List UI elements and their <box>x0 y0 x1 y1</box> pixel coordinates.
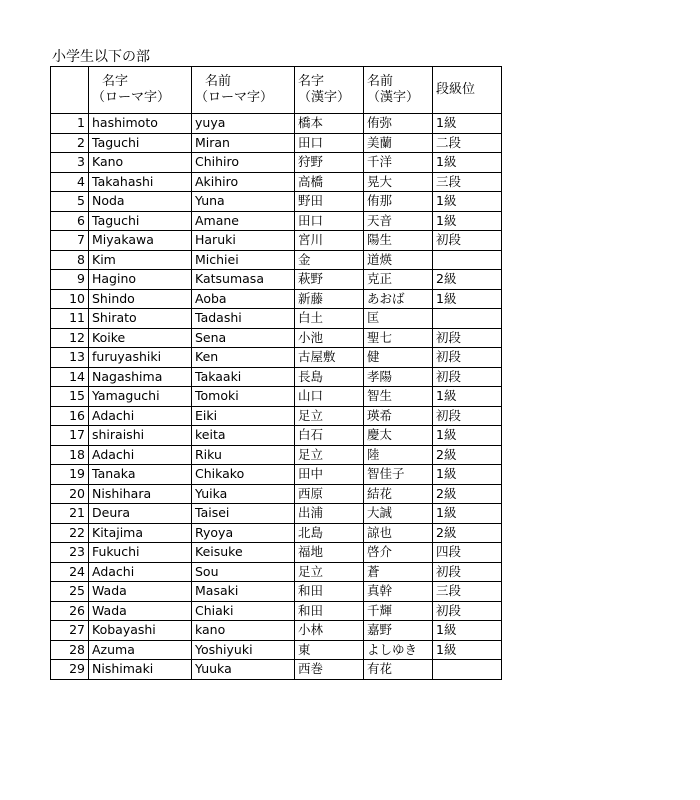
cell-given-romaji[interactable]: Riku <box>192 445 295 465</box>
cell-family-kanji[interactable]: 萩野 <box>295 270 364 290</box>
cell-given-kanji[interactable]: 克正 <box>364 270 433 290</box>
roster-header <box>51 67 502 114</box>
cell-family-romaji[interactable]: Nishihara <box>89 484 192 504</box>
cell-rank[interactable]: 1級 <box>433 153 502 173</box>
table-row <box>51 445 502 465</box>
cell-number[interactable]: 28 <box>51 640 89 660</box>
cell-given-romaji[interactable]: kano <box>192 621 295 641</box>
cell-rank[interactable]: 初段 <box>433 367 502 387</box>
roster-body <box>51 114 502 680</box>
table-row <box>51 211 502 231</box>
cell-number[interactable]: 16 <box>51 406 89 426</box>
cell-rank[interactable]: 初段 <box>433 406 502 426</box>
header-row <box>51 67 502 114</box>
cell-rank[interactable]: 二段 <box>433 133 502 153</box>
cell-number[interactable]: 3 <box>51 153 89 173</box>
cell-rank[interactable]: 1級 <box>433 504 502 524</box>
cell-given-kanji[interactable]: 蒼 <box>364 562 433 582</box>
cell-given-romaji[interactable]: Michiei <box>192 250 295 270</box>
cell-given-kanji[interactable]: 侑弥 <box>364 114 433 134</box>
cell-rank[interactable]: 三段 <box>433 172 502 192</box>
cell-number[interactable]: 17 <box>51 426 89 446</box>
cell-rank[interactable]: 1級 <box>433 114 502 134</box>
cell-family-romaji[interactable]: Taguchi <box>89 211 192 231</box>
cell-rank[interactable]: 1級 <box>433 289 502 309</box>
table-row <box>51 231 502 251</box>
cell-given-kanji[interactable]: 慶太 <box>364 426 433 446</box>
cell-given-kanji[interactable]: 匡 <box>364 309 433 329</box>
cell-rank[interactable]: 初段 <box>433 328 502 348</box>
cell-family-kanji[interactable]: 白土 <box>295 309 364 329</box>
cell-given-romaji[interactable]: Ken <box>192 348 295 368</box>
cell-rank[interactable] <box>433 250 502 270</box>
cell-number[interactable]: 27 <box>51 621 89 641</box>
cell-family-kanji[interactable]: 田口 <box>295 211 364 231</box>
cell-given-romaji[interactable]: Chihiro <box>192 153 295 173</box>
cell-family-kanji[interactable]: 金 <box>295 250 364 270</box>
cell-given-kanji[interactable]: 千洋 <box>364 153 433 173</box>
cell-number[interactable]: 23 <box>51 543 89 563</box>
table-row <box>51 426 502 446</box>
cell-rank[interactable]: 1級 <box>433 621 502 641</box>
header-given-kanji-sub: （漢字） <box>367 90 420 105</box>
table-row <box>51 250 502 270</box>
cell-given-romaji[interactable]: Chikako <box>192 465 295 485</box>
cell-given-romaji[interactable]: Taisei <box>192 504 295 524</box>
table-row <box>51 387 502 407</box>
cell-given-romaji[interactable]: Amane <box>192 211 295 231</box>
table-row <box>51 465 502 485</box>
cell-rank[interactable]: 1級 <box>433 426 502 446</box>
cell-family-romaji[interactable]: hashimoto <box>89 114 192 134</box>
table-row <box>51 153 502 173</box>
cell-number[interactable]: 26 <box>51 601 89 621</box>
cell-family-romaji[interactable]: Nishimaki <box>89 660 192 680</box>
cell-family-romaji[interactable]: Hagino <box>89 270 192 290</box>
cell-given-kanji[interactable]: 陽生 <box>364 231 433 251</box>
cell-rank[interactable]: 初段 <box>433 601 502 621</box>
cell-given-romaji[interactable]: Sou <box>192 562 295 582</box>
cell-rank[interactable]: 2級 <box>433 484 502 504</box>
cell-given-kanji[interactable]: 陸 <box>364 445 433 465</box>
cell-given-romaji[interactable]: keita <box>192 426 295 446</box>
cell-number[interactable]: 10 <box>51 289 89 309</box>
cell-given-romaji[interactable]: Keisuke <box>192 543 295 563</box>
cell-given-romaji[interactable]: Miran <box>192 133 295 153</box>
cell-rank[interactable]: 1級 <box>433 211 502 231</box>
header-rank-label: 段級位 <box>436 82 476 97</box>
cell-family-romaji[interactable]: Fukuchi <box>89 543 192 563</box>
cell-given-kanji[interactable]: よしゆき <box>364 640 433 660</box>
cell-given-romaji[interactable]: Aoba <box>192 289 295 309</box>
cell-given-kanji[interactable]: 晃大 <box>364 172 433 192</box>
cell-given-kanji[interactable]: 聖七 <box>364 328 433 348</box>
cell-rank[interactable]: 1級 <box>433 387 502 407</box>
cell-rank[interactable]: 初段 <box>433 231 502 251</box>
cell-given-romaji[interactable]: Yuika <box>192 484 295 504</box>
cell-rank[interactable]: 初段 <box>433 348 502 368</box>
cell-rank[interactable]: 2級 <box>433 445 502 465</box>
cell-given-kanji[interactable]: 智佳子 <box>364 465 433 485</box>
cell-family-kanji[interactable]: 足立 <box>295 445 364 465</box>
cell-given-romaji[interactable]: Yuna <box>192 192 295 212</box>
cell-family-kanji[interactable]: 白石 <box>295 426 364 446</box>
cell-family-kanji[interactable]: 宮川 <box>295 231 364 251</box>
cell-family-romaji[interactable]: Nagashima <box>89 367 192 387</box>
cell-family-romaji[interactable]: Kim <box>89 250 192 270</box>
cell-family-kanji[interactable]: 新藤 <box>295 289 364 309</box>
cell-number[interactable]: 18 <box>51 445 89 465</box>
cell-family-romaji[interactable]: Yamaguchi <box>89 387 192 407</box>
cell-rank[interactable]: 2級 <box>433 270 502 290</box>
cell-number[interactable]: 12 <box>51 328 89 348</box>
cell-family-kanji[interactable]: 和田 <box>295 582 364 602</box>
cell-given-romaji[interactable]: Chiaki <box>192 601 295 621</box>
cell-given-romaji[interactable]: Tomoki <box>192 387 295 407</box>
table-row <box>51 660 502 680</box>
cell-family-kanji[interactable]: 古屋敷 <box>295 348 364 368</box>
header-family-kanji-sub: （漢字） <box>298 90 351 105</box>
cell-family-kanji[interactable]: 西巻 <box>295 660 364 680</box>
cell-given-kanji[interactable]: 結花 <box>364 484 433 504</box>
header-family-romaji[interactable] <box>89 67 192 114</box>
cell-family-romaji[interactable]: furuyashiki <box>89 348 192 368</box>
cell-given-kanji[interactable]: 真幹 <box>364 582 433 602</box>
cell-given-romaji[interactable]: Yoshiyuki <box>192 640 295 660</box>
cell-family-kanji[interactable]: 出浦 <box>295 504 364 524</box>
table-row <box>51 504 502 524</box>
header-family-kanji[interactable] <box>295 67 364 114</box>
cell-number[interactable]: 5 <box>51 192 89 212</box>
cell-family-romaji[interactable]: Miyakawa <box>89 231 192 251</box>
cell-family-romaji[interactable]: Tanaka <box>89 465 192 485</box>
cell-given-kanji[interactable]: 天音 <box>364 211 433 231</box>
table-row <box>51 348 502 368</box>
cell-given-romaji[interactable]: Masaki <box>192 582 295 602</box>
cell-number[interactable]: 21 <box>51 504 89 524</box>
cell-number[interactable]: 29 <box>51 660 89 680</box>
header-given-kanji-label: 名前 <box>367 74 394 89</box>
cell-number[interactable]: 20 <box>51 484 89 504</box>
cell-family-kanji[interactable]: 田中 <box>295 465 364 485</box>
table-row <box>51 640 502 660</box>
cell-number[interactable]: 13 <box>51 348 89 368</box>
table-row <box>51 133 502 153</box>
header-family-romaji-sub: （ローマ字） <box>92 90 171 105</box>
cell-family-kanji[interactable]: 足立 <box>295 406 364 426</box>
cell-family-romaji[interactable]: Shindo <box>89 289 192 309</box>
cell-given-romaji[interactable]: Eiki <box>192 406 295 426</box>
sheet-title: 小学生以下の部 <box>52 49 150 65</box>
cell-given-kanji[interactable]: 健 <box>364 348 433 368</box>
cell-rank[interactable]: 1級 <box>433 465 502 485</box>
cell-family-romaji[interactable]: Taguchi <box>89 133 192 153</box>
cell-given-romaji[interactable]: Sena <box>192 328 295 348</box>
cell-number[interactable]: 7 <box>51 231 89 251</box>
cell-given-romaji[interactable]: Tadashi <box>192 309 295 329</box>
cell-given-kanji[interactable]: 孝陽 <box>364 367 433 387</box>
cell-number[interactable]: 1 <box>51 114 89 134</box>
cell-given-romaji[interactable]: Takaaki <box>192 367 295 387</box>
table-row <box>51 543 502 563</box>
cell-given-romaji[interactable]: Akihiro <box>192 172 295 192</box>
table-row <box>51 562 502 582</box>
header-rank[interactable] <box>433 67 502 114</box>
cell-number[interactable]: 2 <box>51 133 89 153</box>
cell-family-kanji[interactable]: 野田 <box>295 192 364 212</box>
cell-family-romaji[interactable]: Wada <box>89 582 192 602</box>
cell-family-kanji[interactable]: 山口 <box>295 387 364 407</box>
cell-rank[interactable]: 2級 <box>433 523 502 543</box>
cell-family-kanji[interactable]: 田口 <box>295 133 364 153</box>
header-family-romaji-label: 名字 <box>102 74 129 89</box>
cell-family-romaji[interactable]: Kobayashi <box>89 621 192 641</box>
cell-given-kanji[interactable]: 大誠 <box>364 504 433 524</box>
table-row <box>51 289 502 309</box>
cell-family-romaji[interactable]: Shirato <box>89 309 192 329</box>
cell-family-kanji[interactable]: 高橋 <box>295 172 364 192</box>
cell-rank[interactable] <box>433 309 502 329</box>
table-row <box>51 621 502 641</box>
cell-family-romaji[interactable]: Kano <box>89 153 192 173</box>
cell-number[interactable]: 15 <box>51 387 89 407</box>
cell-number[interactable]: 19 <box>51 465 89 485</box>
cell-family-romaji[interactable]: Azuma <box>89 640 192 660</box>
cell-number[interactable]: 25 <box>51 582 89 602</box>
table-row <box>51 172 502 192</box>
cell-family-kanji[interactable]: 橋本 <box>295 114 364 134</box>
cell-given-romaji[interactable]: Haruki <box>192 231 295 251</box>
cell-family-kanji[interactable]: 西原 <box>295 484 364 504</box>
cell-family-romaji[interactable]: Wada <box>89 601 192 621</box>
cell-given-kanji[interactable]: 諒也 <box>364 523 433 543</box>
cell-family-romaji[interactable]: shiraishi <box>89 426 192 446</box>
table-row <box>51 309 502 329</box>
cell-given-kanji[interactable]: 道煐 <box>364 250 433 270</box>
cell-family-kanji[interactable]: 長島 <box>295 367 364 387</box>
cell-family-kanji[interactable]: 狩野 <box>295 153 364 173</box>
cell-family-kanji[interactable]: 東 <box>295 640 364 660</box>
cell-given-kanji[interactable]: 瑛希 <box>364 406 433 426</box>
table-row <box>51 328 502 348</box>
cell-given-kanji[interactable]: 嘉野 <box>364 621 433 641</box>
header-given-romaji-label: 名前 <box>205 74 232 89</box>
cell-given-kanji[interactable]: 啓介 <box>364 543 433 563</box>
header-given-kanji[interactable] <box>364 67 433 114</box>
cell-given-kanji[interactable]: 智生 <box>364 387 433 407</box>
cell-family-kanji[interactable]: 和田 <box>295 601 364 621</box>
table-row <box>51 367 502 387</box>
cell-family-romaji[interactable]: Deura <box>89 504 192 524</box>
cell-family-romaji[interactable]: Adachi <box>89 406 192 426</box>
cell-family-kanji[interactable]: 福地 <box>295 543 364 563</box>
cell-family-kanji[interactable]: 足立 <box>295 562 364 582</box>
cell-given-kanji[interactable]: あおば <box>364 289 433 309</box>
cell-rank[interactable]: 1級 <box>433 640 502 660</box>
table-row <box>51 114 502 134</box>
table-row <box>51 406 502 426</box>
cell-number[interactable]: 6 <box>51 211 89 231</box>
header-family-kanji-label: 名字 <box>298 74 325 89</box>
cell-family-romaji[interactable]: Takahashi <box>89 172 192 192</box>
table-row <box>51 523 502 543</box>
cell-family-romaji[interactable]: Adachi <box>89 562 192 582</box>
cell-family-romaji[interactable]: Koike <box>89 328 192 348</box>
cell-given-romaji[interactable]: Ryoya <box>192 523 295 543</box>
cell-number[interactable]: 9 <box>51 270 89 290</box>
cell-given-romaji[interactable]: Katsumasa <box>192 270 295 290</box>
cell-number[interactable]: 24 <box>51 562 89 582</box>
cell-given-romaji[interactable]: Yuuka <box>192 660 295 680</box>
table-row <box>51 484 502 504</box>
cell-given-romaji[interactable]: yuya <box>192 114 295 134</box>
table-row <box>51 192 502 212</box>
cell-family-kanji[interactable]: 小林 <box>295 621 364 641</box>
cell-rank[interactable]: 初段 <box>433 562 502 582</box>
cell-rank[interactable]: 1級 <box>433 192 502 212</box>
cell-given-kanji[interactable]: 侑那 <box>364 192 433 212</box>
cell-given-kanji[interactable]: 有花 <box>364 660 433 680</box>
roster-table <box>50 66 502 680</box>
cell-family-kanji[interactable]: 北島 <box>295 523 364 543</box>
cell-family-romaji[interactable]: Adachi <box>89 445 192 465</box>
cell-given-kanji[interactable]: 美蘭 <box>364 133 433 153</box>
cell-given-kanji[interactable]: 千輝 <box>364 601 433 621</box>
cell-number[interactable]: 4 <box>51 172 89 192</box>
header-given-romaji[interactable] <box>192 67 295 114</box>
cell-number[interactable]: 11 <box>51 309 89 329</box>
cell-rank[interactable]: 三段 <box>433 582 502 602</box>
header-given-romaji-sub: （ローマ字） <box>195 90 274 105</box>
table-row <box>51 270 502 290</box>
header-number[interactable] <box>51 67 89 114</box>
cell-number[interactable]: 22 <box>51 523 89 543</box>
table-row <box>51 582 502 602</box>
cell-rank[interactable] <box>433 660 502 680</box>
cell-number[interactable]: 14 <box>51 367 89 387</box>
table-row <box>51 601 502 621</box>
cell-family-romaji[interactable]: Noda <box>89 192 192 212</box>
cell-rank[interactable]: 四段 <box>433 543 502 563</box>
cell-number[interactable]: 8 <box>51 250 89 270</box>
cell-family-kanji[interactable]: 小池 <box>295 328 364 348</box>
cell-family-romaji[interactable]: Kitajima <box>89 523 192 543</box>
